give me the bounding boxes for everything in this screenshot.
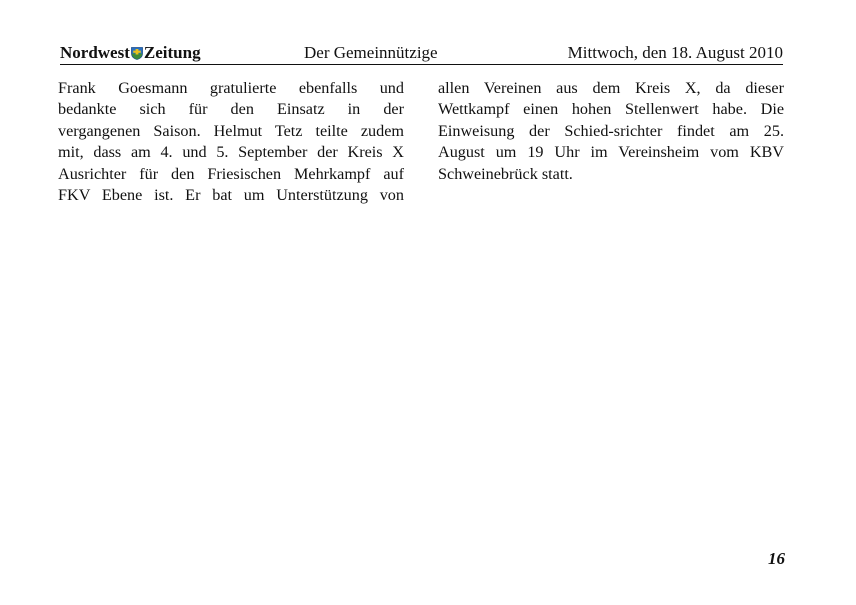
issue-date: Mittwoch, den 18. August 2010 (567, 43, 783, 62)
text-line: allen Vereinen aus dem Kreis X, da dieser (438, 79, 784, 97)
text-line: mit, dass am 4. und 5. September der Kreis X (58, 143, 404, 162)
page-number: 16 (768, 549, 785, 568)
text-line: Schweinebrück statt. (438, 164, 573, 183)
page-header (60, 42, 783, 65)
article-column-left (58, 78, 404, 206)
text-line: Frank Goesmann gratulierte ebenfalls und (58, 79, 404, 97)
newspaper-brand (60, 43, 201, 63)
brand-name-right: Zeitung (143, 43, 201, 62)
brand-name-left: Nordwest (60, 43, 130, 62)
text-line: vergangenen Saison. Helmut Tetz teilte zudem (58, 121, 404, 140)
publication-title: Der Gemeinnützige (304, 43, 438, 62)
text-line: August um 19 Uhr im Vereinsheim vom KBV (438, 143, 784, 162)
coat-of-arms-icon (131, 47, 143, 60)
article-column-right (438, 78, 784, 185)
text-line: Einweisung der Schied-srichter findet am 25. (438, 121, 784, 140)
text-line: bedankte sich für den Einsatz in der (58, 100, 404, 119)
text-line: Ausrichter für den Friesischen Mehrkampf auf (58, 164, 404, 183)
text-line: FKV Ebene ist. Er bat um Unterstützung von (58, 186, 404, 205)
text-line: Wettkampf einen hohen Stellenwert habe. Die (438, 100, 784, 119)
